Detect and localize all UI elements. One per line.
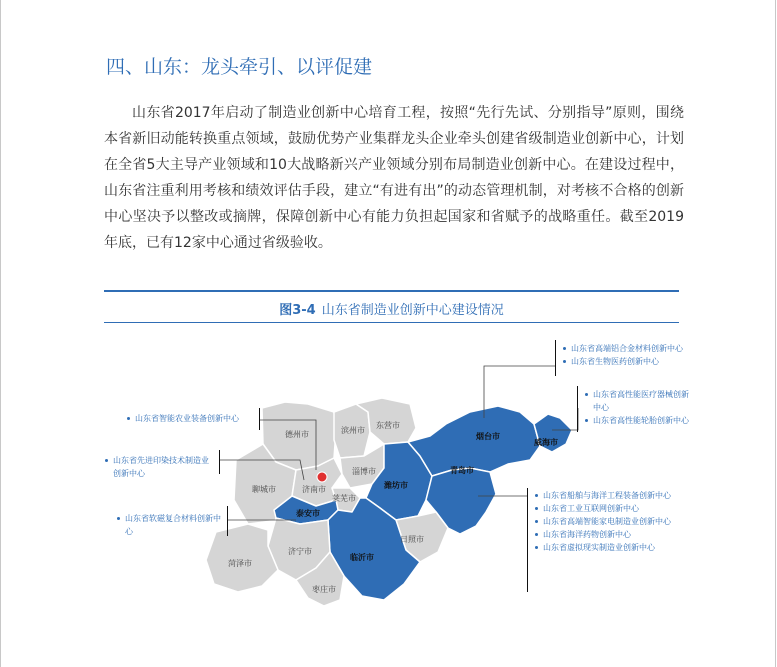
annotation-yantai-item: 山东省高端铝合金材料创新中心 [562,342,712,355]
label-weihai: 威海市 [534,438,558,447]
label-binzhou: 滨州市 [341,426,365,435]
label-rizhao: 日照市 [400,535,424,544]
label-jinan: 济南市 [302,485,326,494]
bracket-jinan-agri [259,408,260,430]
bracket-qingdao [527,488,528,592]
annotation-qingdao [534,489,674,554]
label-zaozhuang: 枣庄市 [312,585,336,594]
label-yantai: 烟台市 [476,432,500,441]
annotation-yantai-item: 山东省生物医药创新中心 [562,355,712,368]
bracket-yantai [555,340,556,376]
figure-caption-text: 山东省制造业创新中心建设情况 [321,303,504,318]
label-heze: 菏泽市 [228,559,252,568]
annotation-taian-item: 山东省软磁复合材料创新中心 [116,512,224,538]
label-jining: 济宁市 [288,547,312,556]
annotation-qingdao-item: 山东省高端智能家电制造业创新中心 [534,515,674,528]
annotation-weihai-item: 山东省高性能医疗器械创新中心 [584,388,690,414]
annotation-jinan-agri [126,412,258,425]
label-weifang: 潍坊市 [384,481,408,490]
body-paragraph: 山东省2017年启动了制造业创新中心培育工程，按照“先行先试、分别指导”原则，围绕本省新旧动能转换重点领域，鼓励优势产业集群龙头企业牵头创建省级制造业创新中心，计划在全省5大主导产业领域和10大战略新兴产业领域分别布局制造业创新中心。在建设过程中，山东省注重利用考核和绩效评估手段，建立“有进有出”的动态管理机制，对考核不合格的创新中心坚决予以整改或摘牌，保障创新中心有能力负担起国家和省赋予的战略重任。截至2019年底，已有12家中心通过省级验收。 [104,105,684,251]
annotation-yantai [562,342,712,368]
capital-marker [317,472,327,482]
section-title: 四、山东：龙头牵引、以评促建 [106,56,373,78]
annotation-qingdao-item: 山东省海洋药物创新中心 [534,528,674,541]
label-qingdao: 青岛市 [450,466,474,475]
annotation-weihai-item: 山东省高性能轮胎创新中心 [584,414,690,427]
annotation-qingdao-item: 山东省工业互联网创新中心 [534,502,674,515]
annotation-taian [116,512,224,538]
label-dezhou: 德州市 [285,430,309,439]
annotation-qingdao-item: 山东省虚拟现实制造业创新中心 [534,541,674,554]
label-taian: 泰安市 [296,509,320,518]
label-zibo: 淄博市 [352,467,376,476]
label-linyi: 临沂市 [350,553,374,562]
annotation-jinan-agri-item: 山东省智能农业装备创新中心 [126,412,258,425]
bracket-jinan-print [219,450,220,474]
label-liaocheng: 聊城市 [252,485,276,494]
region-yantai [408,406,540,476]
annotation-weihai [584,388,690,427]
annotation-jinan-print-item: 山东省先进印染技术制造业创新中心 [104,454,216,480]
figure-number: 图3-4 [279,303,316,318]
bracket-weihai [577,386,578,432]
label-laiwu: 莱芜市 [332,494,356,503]
annotation-qingdao-item: 山东省船舶与海洋工程装备创新中心 [534,489,674,502]
annotation-jinan-print [104,454,216,480]
bracket-taian [227,506,228,536]
label-dongying: 东营市 [376,421,400,430]
